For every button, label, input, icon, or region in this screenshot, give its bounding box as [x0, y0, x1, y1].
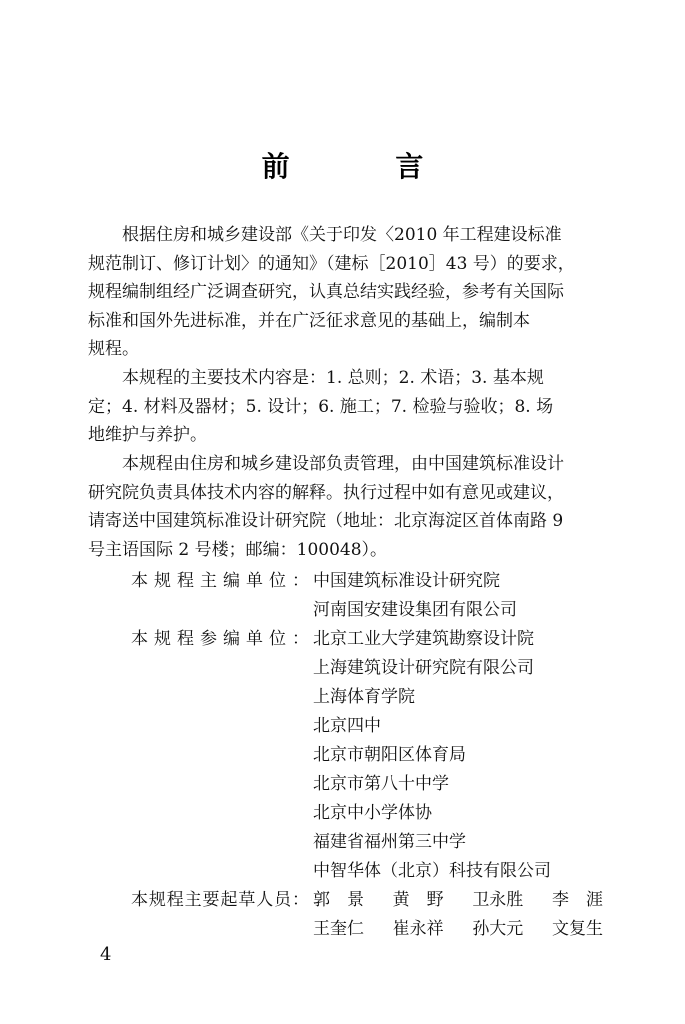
drafter-name: 李 涯	[551, 890, 603, 910]
drafter-name: 郭 景	[313, 890, 364, 910]
drafters-label: 本规程主要起草人员：	[131, 890, 309, 910]
paragraph-line: 规程编制组经广泛调查研究，认真总结实践经验，参考有关国际	[88, 282, 564, 303]
drafter-name: 崔永祥	[392, 919, 444, 939]
page-title: 前 言	[261, 150, 472, 183]
chief-editor-unit: 中国建筑标准设计研究院	[313, 571, 500, 591]
drafter-name: 孙大元	[472, 919, 524, 939]
paragraph-line: 标准和国外先进标准，并在广泛征求意见的基础上，编制本	[88, 310, 530, 331]
chief-editor-label: 本规程主编单位：	[131, 571, 309, 591]
participating-label: 本规程参编单位：	[131, 629, 309, 649]
participating-unit: 福建省福州第三中学	[313, 832, 466, 852]
paragraph-2	[88, 364, 618, 450]
paragraph-line: 规范制订、修订计划〉的通知》（建标［2010］43 号）的要求，	[88, 253, 575, 274]
paragraph-3	[88, 450, 618, 564]
paragraph-line: 号主语国际 2 号楼；邮编：100048）。	[88, 539, 388, 560]
paragraph-line: 规程。	[88, 339, 139, 360]
paragraph-line: 定；4. 材料及器材；5. 设计；6. 施工；7. 检验与验收；8. 场	[88, 396, 554, 417]
paragraph-line: 研究院负责具体技术内容的解释。执行过程中如有意见或建议，	[88, 482, 564, 503]
participating-unit: 北京工业大学建筑勘察设计院	[313, 629, 534, 649]
drafters-row-1	[313, 885, 603, 910]
paragraph-1	[88, 221, 618, 364]
paragraph-line: 请寄送中国建筑标准设计研究院（地址：北京海淀区首体南路 9	[88, 511, 564, 532]
paragraph-line: 本规程由住房和城乡建设部负责管理，由中国建筑标准设计	[122, 454, 564, 474]
paragraph-line: 本规程的主要技术内容是：1. 总则；2. 术语；3. 基本规	[122, 368, 544, 388]
participating-unit: 北京四中	[313, 716, 381, 736]
participating-unit: 上海建筑设计研究院有限公司	[313, 658, 534, 678]
drafter-name: 卫永胜	[472, 890, 524, 910]
drafters-row-2	[313, 914, 603, 939]
drafter-name: 王奎仁	[313, 919, 364, 939]
drafter-name: 文复生	[551, 919, 603, 939]
participating-unit: 北京市第八十中学	[313, 774, 449, 794]
chief-editor-unit: 河南国安建设集团有限公司	[313, 600, 517, 620]
participating-unit: 北京市朝阳区体育局	[313, 745, 466, 765]
page-number: 4	[100, 944, 112, 965]
participating-unit: 北京中小学体协	[313, 803, 432, 823]
participating-unit: 中智华体（北京）科技有限公司	[313, 861, 551, 881]
drafter-name: 黄 野	[392, 890, 444, 910]
participating-unit: 上海体育学院	[313, 687, 415, 707]
paragraph-line: 地维护与养护。	[88, 425, 207, 446]
paragraph-line: 根据住房和城乡建设部《关于印发〈2010 年工程建设标准	[122, 225, 562, 245]
